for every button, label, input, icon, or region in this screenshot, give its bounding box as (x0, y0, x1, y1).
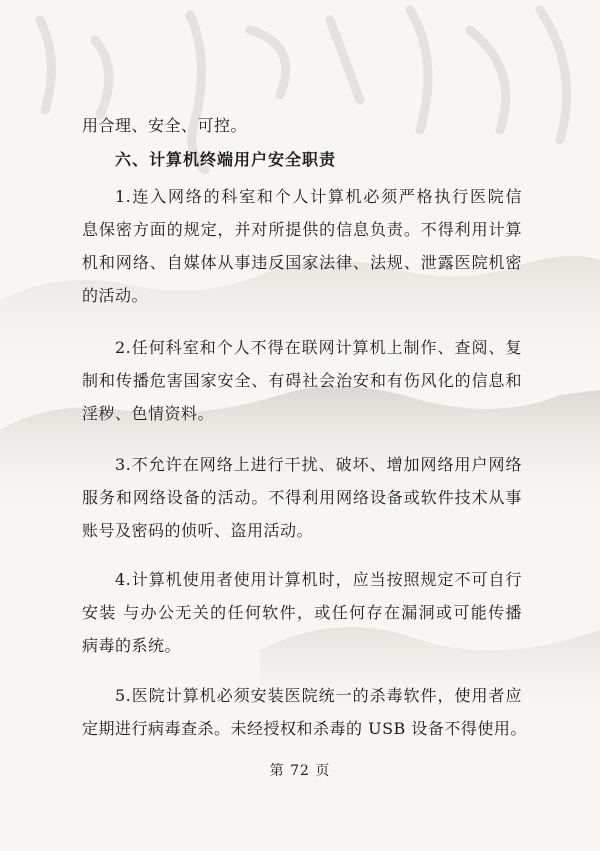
paragraph-2-line-3: 淫秽、色情资料。 (82, 404, 215, 423)
paragraph-5-line-2: 定期进行病毒查杀。未经授权和杀毒的 USB 设备不得使用。 (82, 719, 527, 738)
paragraph-4-line-2: 安装 与办公无关的任何软件，或任何存在漏洞或可能传播 (82, 603, 522, 622)
paragraph-5-line-1: 5.医院计算机必须安装医院统一的杀毒软件，使用者应 (115, 686, 522, 705)
continuation-line: 用合理、安全、可控。 (82, 116, 248, 135)
paragraph-1-line-3: 机和网络、自媒体从事违反国家法律、法规、泄露医院机密 (82, 253, 522, 272)
paragraph-1-line-1: 1.连入网络的科室和个人计算机必须严格执行医院信 (115, 187, 522, 206)
paragraph-1-line-2: 息保密方面的规定，并对所提供的信息负责。不得利用计算 (82, 220, 522, 239)
paragraph-4-line-3: 病毒的系统。 (82, 636, 182, 655)
paragraph-2-line-1: 2.任何科室和个人不得在联网计算机上制作、查阅、复 (115, 338, 522, 357)
paragraph-4-line-1: 4.计算机使用者使用计算机时，应当按照规定不可自行 (115, 570, 522, 589)
paragraph-3-line-3: 账号及密码的侦听、盗用活动。 (82, 521, 314, 540)
paragraph-2-line-2: 制和传播危害国家安全、有碍社会治安和有伤风化的信息和 (82, 371, 522, 390)
page-number: 第 72 页 (269, 763, 331, 779)
section-heading: 六、计算机终端用户安全职责 (115, 150, 337, 169)
paragraph-3-line-1: 3.不允许在网络上进行干扰、破坏、增加网络用户网络 (115, 455, 522, 474)
paragraph-1-line-4: 的活动。 (82, 286, 149, 305)
paragraph-3-line-2: 服务和网络设备的活动。不得利用网络设备或软件技术从事 (82, 488, 522, 507)
